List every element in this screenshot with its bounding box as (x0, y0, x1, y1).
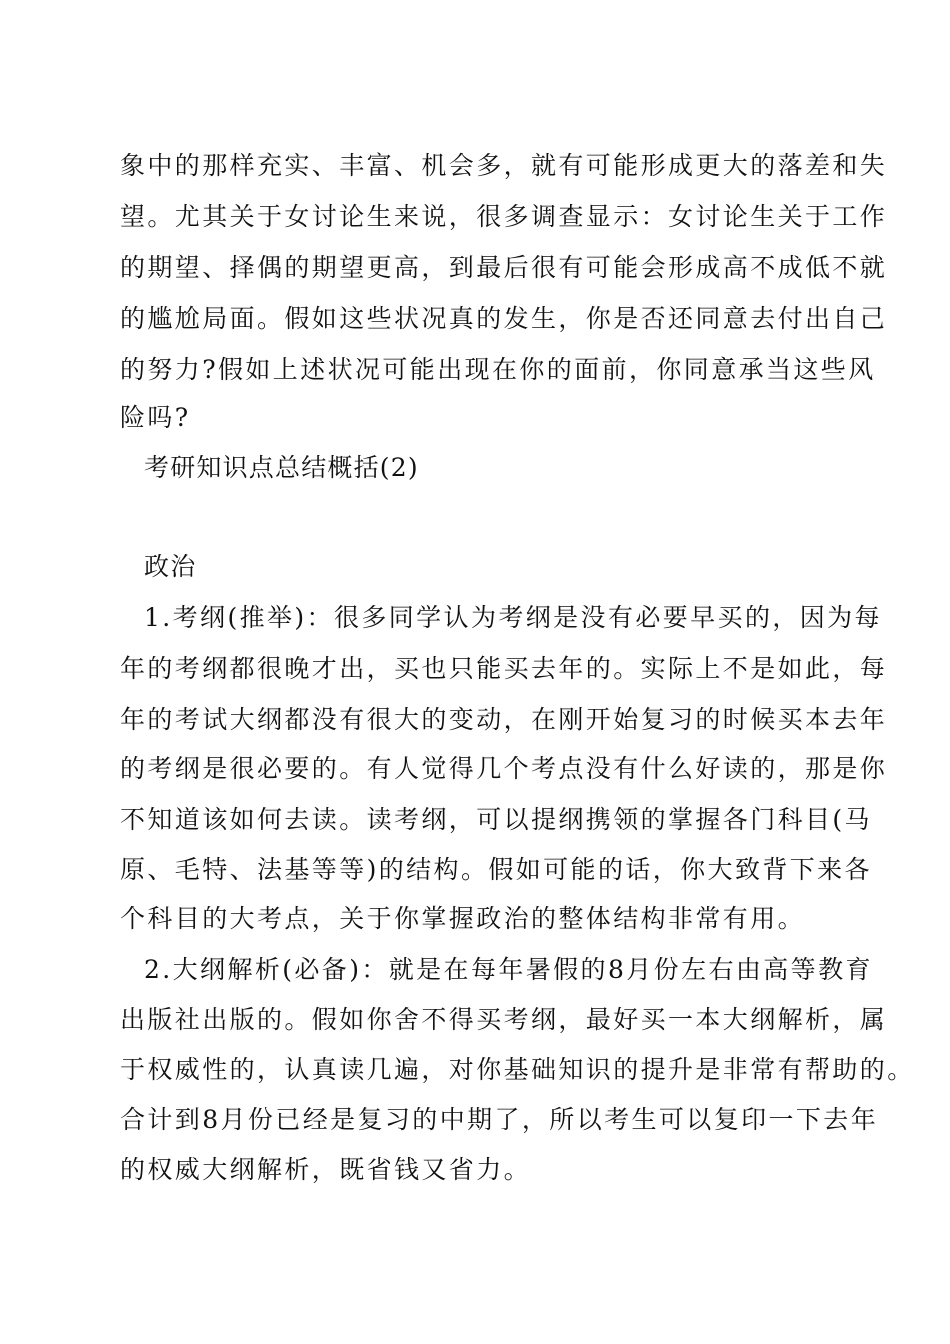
paragraph-line: 的期望、择偶的期望更高，到最后很有可能会形成高不成低不就 (120, 253, 888, 282)
paragraph-line: 的努力?假如上述状况可能出现在你的面前，你同意承当这些风 (120, 355, 876, 384)
paragraph-line: 险吗? (120, 403, 191, 432)
section-title: 考研知识点总结概括(2) (144, 453, 419, 482)
list-item-line: 于权威性的，认真读几遍，对你基础知识的提升是非常有帮助的。 (120, 1055, 915, 1084)
list-item-line: 年的考试大纲都没有很大的变动，在刚开始复习的时候买本去年 (120, 705, 888, 734)
list-item-line: 原、毛特、法基等等)的结构。假如可能的话，你大致背下来各 (120, 855, 872, 884)
list-item-line: 出版社出版的。假如你舍不得买考纲，最好买一本大纲解析，属 (120, 1005, 888, 1034)
subject-heading: 政治 (144, 552, 197, 581)
list-item-line: 的考纲是很必要的。有人觉得几个考点没有什么好读的，那是你 (120, 754, 888, 783)
list-item-line: 2.大纲解析(必备)：就是在每年暑假的8月份左右由高等教育 (144, 955, 873, 984)
paragraph-line: 望。尤其关于女讨论生来说，很多调查显示：女讨论生关于工作 (120, 202, 888, 231)
list-item-line: 个科目的大考点，关于你掌握政治的整体结构非常有用。 (120, 904, 806, 933)
paragraph-line: 的尴尬局面。假如这些状况真的发生，你是否还同意去付出自己 (120, 304, 888, 333)
list-item-line: 年的考纲都很晚才出，买也只能买去年的。实际上不是如此，每 (120, 654, 888, 683)
list-item-line: 1.考纲(推举)：很多同学认为考纲是没有必要早买的，因为每 (144, 603, 882, 632)
paragraph-line: 象中的那样充实、丰富、机会多，就有可能形成更大的落差和失 (120, 151, 888, 180)
list-item-line: 不知道该如何去读。读考纲，可以提纲携领的掌握各门科目(马 (120, 805, 872, 834)
list-item-line: 合计到8月份已经是复习的中期了，所以考生可以复印一下去年 (120, 1105, 879, 1134)
list-item-line: 的权威大纲解析，既省钱又省力。 (120, 1155, 532, 1184)
